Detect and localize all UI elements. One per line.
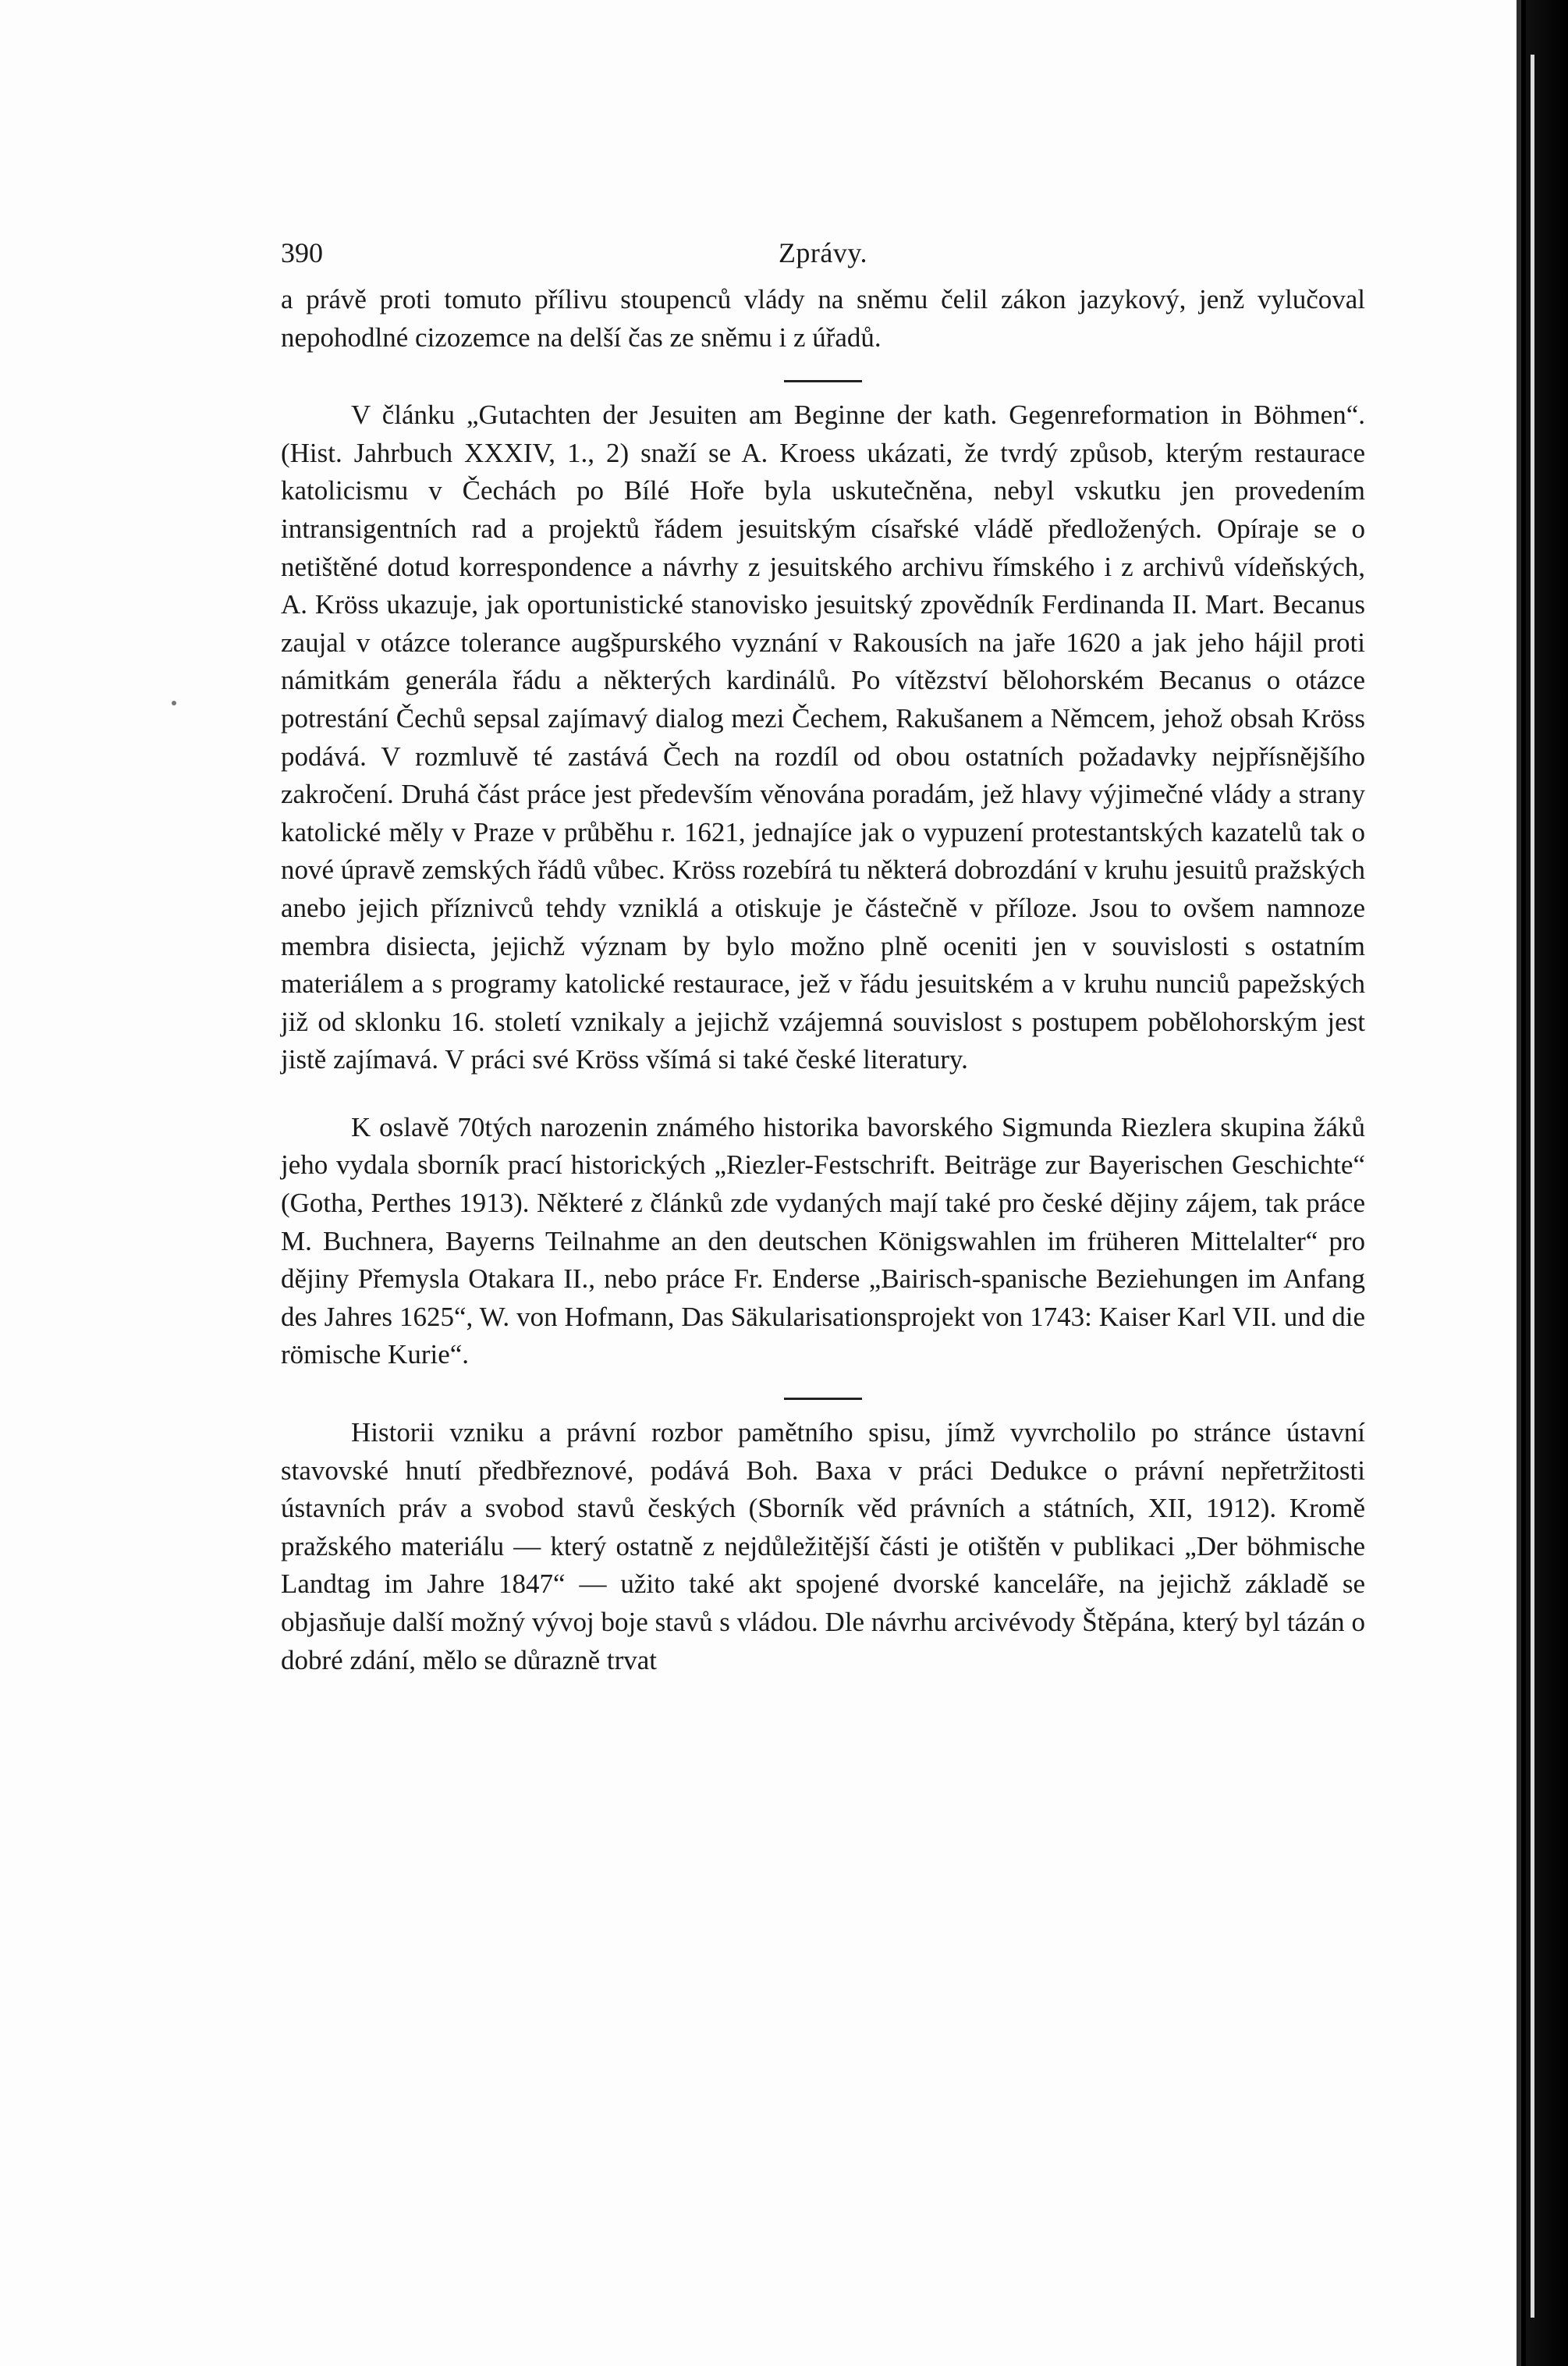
section-rule-2: [784, 1398, 862, 1400]
stray-mark: [172, 701, 176, 705]
page-edge-line: [1531, 55, 1534, 2318]
paragraph-1: a právě proti tomuto přílivu stoupenců vlády na sněmu čelil zákon jazykový, jenž vylučoval nepohodlné cizozemce na delší čas ze sněmu i z úřadů.: [281, 284, 1365, 353]
page-number: 390: [281, 237, 323, 268]
paragraph-3: K oslavě 70tých narozenin známého historika bavorského Sigmunda Riezlera skupina žáků jeho vydala sborník prací historických „Riezler-Festschrift. Beiträge zur Bayerischen Geschichte“ (Gotha, Perthes 1913). Některé z článků zde vydaných mají také pro české dějiny zájem, tak práce M. Buchnera, Bayerns Teilnahme an den deutschen Königswahlen im früheren Mittelalter“ pro dějiny Přemysla Otakara II., nebo práce Fr. Enderse „Bairisch-spanische Beziehungen im Anfang des Jahres 1625“, W. von Hofmann, Das Säkularisationsprojekt von 1743: Kaiser Karl VII. und die römische Kurie“.: [281, 1111, 1365, 1370]
running-head: Zprávy.: [778, 237, 868, 268]
paragraph-4: Historii vzniku a právní rozbor pamětního spisu, jímž vyvrcholilo po stránce ústavní stavovské hnutí předbřeznové, podává Boh. Baxa v práci Dedukce o právní nepřetržitosti ústavních práv a svobod stavů českých (Sborník věd právních a státních, XII, 1912). Kromě pražského materiálu — který ostatně z nejdůležitější části je otištěn v publikaci „Der böhmische Landtag im Jahre 1847“ — užito také akt spojené dvorské kanceláře, na jejichž základě se objasňuje další možný vývoj boje stavů s vládou. Dle návrhu arcivévody Štěpána, který byl tázán o dobré zdání, mělo se důrazně trvat: [281, 1417, 1365, 1675]
page-header: [281, 234, 1365, 281]
section-gap: [281, 1079, 1365, 1109]
paragraph-2: V článku „Gutachten der Jesuiten am Beginne der kath. Gegenreformation in Böhmen“. (Hist. Jahrbuch XXXIV, 1., 2) snaží se A. Kroess ukázati, že tvrdý způsob, kterým restaurace katolicismu v Čechách po Bílé Hoře byla uskutečněna, nebyl vskutku jen provedením intransigentních rad a projektů řádem jesuitským císařské vládě předložených. Opíraje se o netištěné dotud korrespondence a návrhy z jesuitského archivu římského i z archivů vídeňských, A. Kröss ukazuje, jak oportunistické stanovisko jesuitský zpovědník Ferdinanda II. Mart. Becanus zaujal v otázce tolerance augšpurského vyznání v Rakousích na jaře 1620 a jak jeho hájil proti námitkám generála řádu a některých kardinálů. Po vítězství bělohorském Becanus o otázce potrestání Čechů sepsal zajímavý dialog mezi Čechem, Rakušanem a Němcem, jehož obsah Kröss podává. V rozmluvě té zastává Čech na rozdíl od obou ostatních požadavky nejpřísnějšího zakročení. Druhá část práce jest především věnována poradám, jež hlavy výjimečné vlády a strany katolické měly v Praze v průběhu r. 1621, jednajíce jak o vypuzení protestantských kazatelů tak o nové úpravě zemských řádů vůbec. Kröss rozebírá tu některá dobrozdání v kruhu jesuitů pražských anebo jejich příznivců tehdy vzniklá a otiskuje je částečně v příloze. Jsou to ovšem namnoze membra disiecta, jejichž význam by bylo možno plně oceniti jen v souvislosti s ostatním materiálem a s programy katolické restaurace, jež v řádu jesuitském a v kruhu nunciů papežských již od sklonku 16. století vznikaly a jejichž vzájemná souvislost s postupem pobělohorským jest jistě zajímavá. V práci své Kröss všímá si také české literatury.: [281, 400, 1365, 1075]
section-rule-1: [784, 380, 862, 382]
text-column: [281, 234, 1365, 1679]
